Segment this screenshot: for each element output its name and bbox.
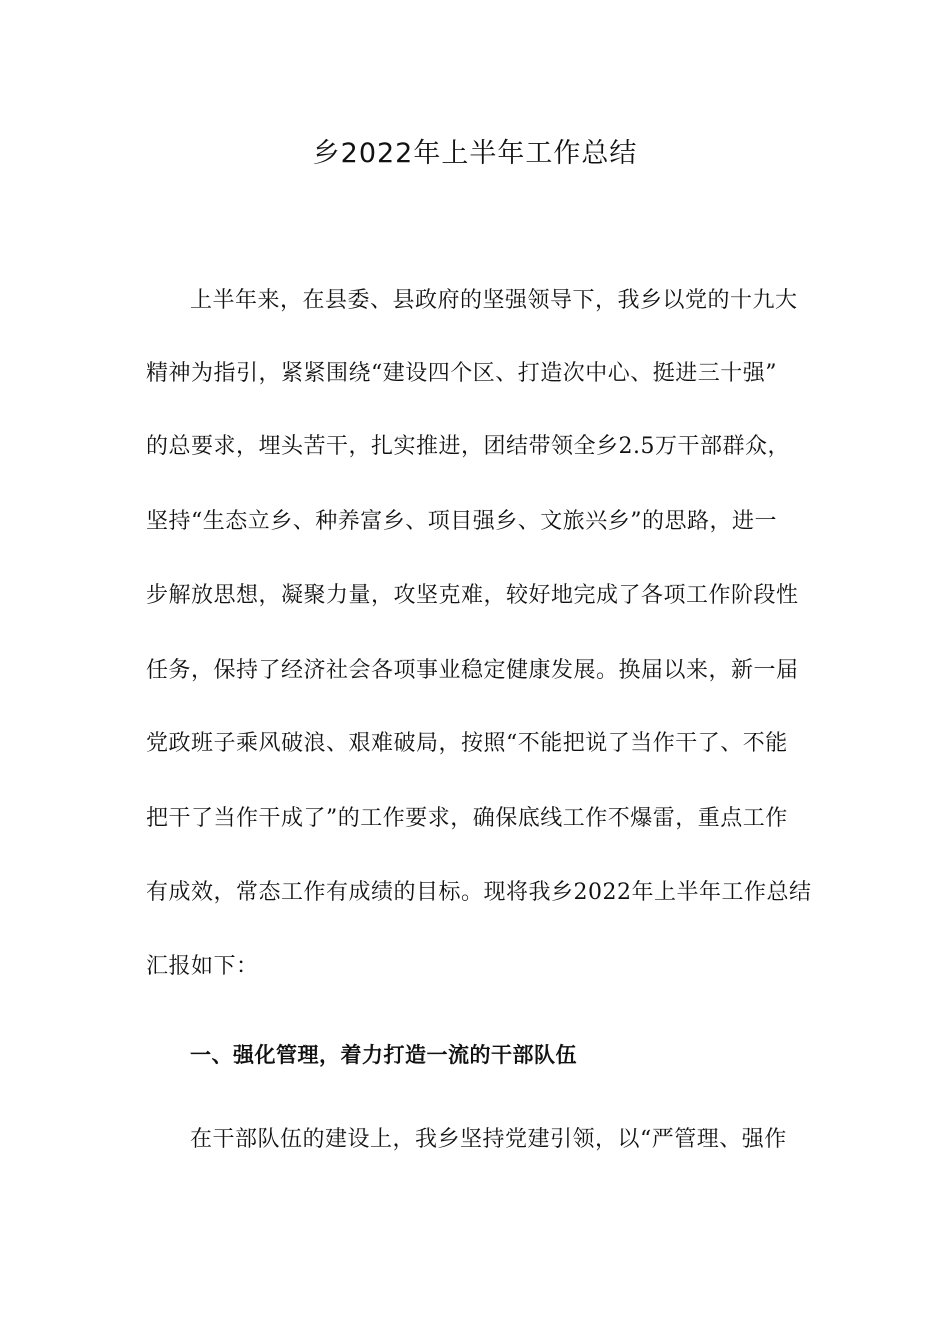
paragraph-line: 步解放思想，凝聚力量，攻坚克难，较好地完成了各项工作阶段性 bbox=[146, 583, 799, 608]
paragraph-line: 坚持“生态立乡、种养富乡、项目强乡、文旅兴乡”的思路，进一 bbox=[146, 509, 777, 534]
paragraph-line: 把干了当作干成了”的工作要求，确保底线工作不爆雷，重点工作 bbox=[146, 806, 788, 831]
paragraph-line: 上半年来，在县委、县政府的坚强领导下，我乡以党的十九大 bbox=[190, 288, 798, 313]
paragraph-line: 任务，保持了经济社会各项事业稳定健康发展。换届以来，新一届 bbox=[146, 658, 799, 683]
paragraph-line: 精神为指引，紧紧围绕“建设四个区、打造次中心、挺进三十强” bbox=[146, 361, 777, 386]
paragraph-line: 在干部队伍的建设上，我乡坚持党建引领，以“严管理、强作 bbox=[190, 1127, 787, 1152]
paragraph-line: 汇报如下： bbox=[146, 954, 259, 979]
paragraph-line: 有成效，常态工作有成绩的目标。现将我乡2022年上半年工作总结 bbox=[146, 880, 812, 905]
paragraph-line: 的总要求，埋头苦干，扎实推进，团结带领全乡2.5万干部群众， bbox=[146, 434, 790, 459]
document-title: 乡2022年上半年工作总结 bbox=[312, 138, 638, 169]
section-heading: 一、强化管理，着力打造一流的干部队伍 bbox=[190, 1043, 577, 1067]
paragraph-line: 党政班子乘风破浪、艰难破局，按照“不能把说了当作干了、不能 bbox=[146, 731, 788, 756]
